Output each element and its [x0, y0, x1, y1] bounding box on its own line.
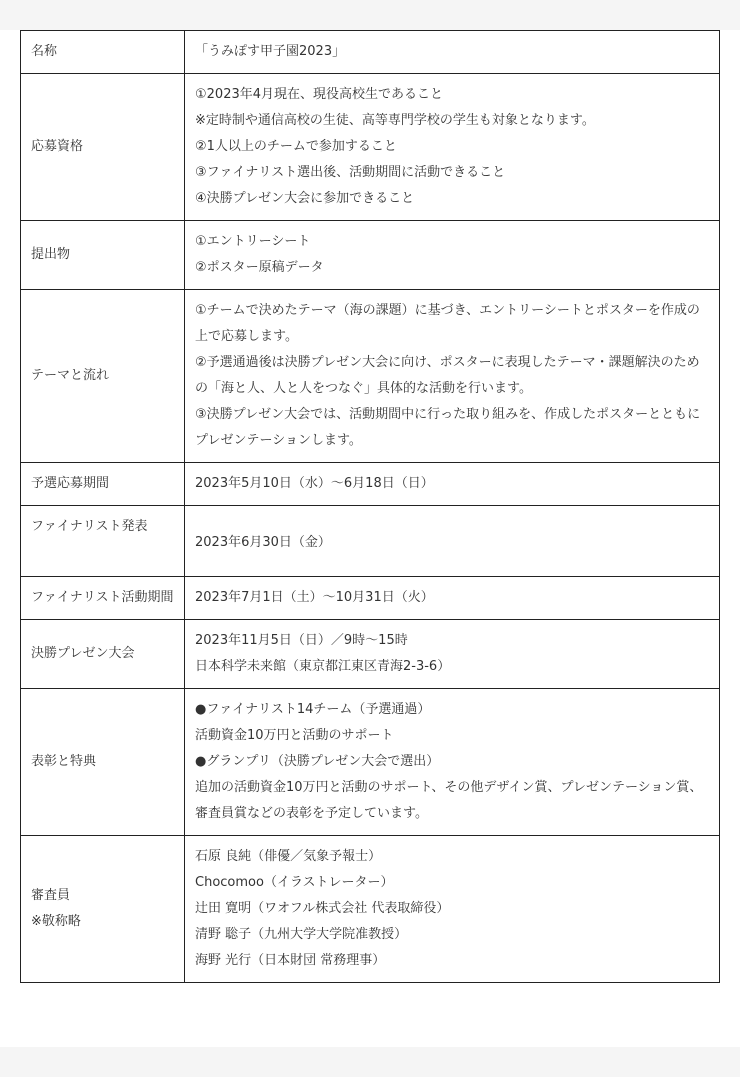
row-value — [185, 836, 720, 983]
row-label: ファイナリスト活動期間 — [21, 577, 185, 620]
row-value — [185, 689, 720, 836]
value-line: ①チームで決めたテーマ（海の課題）に基づき、エントリーシートとポスターを作成の上で応募します。 — [195, 303, 700, 344]
row-name — [21, 31, 720, 74]
value-line: ●ファイナリスト14チーム（予選通過） — [195, 702, 431, 717]
value-line: 2023年11月5日（日）／9時～15時 — [195, 633, 408, 648]
row-theme-flow — [21, 290, 720, 463]
value-line: 2023年7月1日（土）～10月31日（火） — [195, 590, 434, 605]
value-line: 追加の活動資金10万円と活動のサポート、その他デザイン賞、プレゼンテーション賞、審査員賞などの表彰を予定しています。 — [195, 780, 703, 821]
row-label: 応募資格 — [21, 74, 185, 221]
value-line: ④決勝プレゼン大会に参加できること — [195, 191, 415, 206]
judges-label: 審査員 — [31, 888, 71, 903]
row-submissions — [21, 221, 720, 290]
value-line: 2023年5月10日（水）～6月18日（日） — [195, 476, 434, 491]
value-line: ③ファイナリスト選出後、活動期間に活動できること — [195, 165, 506, 180]
row-value — [185, 577, 720, 620]
row-value — [185, 74, 720, 221]
row-label: 提出物 — [21, 221, 185, 290]
row-label — [21, 836, 185, 983]
value-line: Chocomoo（イラストレーター） — [195, 875, 394, 890]
row-label: 決勝プレゼン大会 — [21, 620, 185, 689]
value-line: ③決勝プレゼン大会では、活動期間中に行った取り組みを、作成したポスターとともにプレゼンテーションします。 — [195, 407, 701, 448]
row-value — [185, 506, 720, 577]
row-eligibility — [21, 74, 720, 221]
value-line: 清野 聡子（九州大学大学院准教授） — [195, 927, 408, 942]
row-label: 名称 — [21, 31, 185, 74]
row-value — [185, 290, 720, 463]
row-application-period — [21, 463, 720, 506]
value-line: 海野 光行（日本財団 常務理事） — [195, 953, 386, 968]
value-line: 石原 良純（俳優／気象予報士） — [195, 849, 382, 864]
value-line: ●グランプリ（決勝プレゼン大会で選出） — [195, 754, 440, 769]
honorific-note: ※敬称略 — [31, 914, 81, 929]
value-line: 「うみぽす甲子園2023」 — [195, 44, 346, 59]
row-label: 予選応募期間 — [21, 463, 185, 506]
row-label: テーマと流れ — [21, 290, 185, 463]
value-line: ②ポスター原稿データ — [195, 260, 324, 275]
row-value — [185, 31, 720, 74]
row-value — [185, 221, 720, 290]
value-line: 2023年6月30日（金） — [195, 535, 331, 550]
value-line: 辻田 寛明（ワオフル株式会社 代表取締役） — [195, 901, 450, 916]
value-line: 活動資金10万円と活動のサポート — [195, 728, 394, 743]
value-line: ①2023年4月現在、現役高校生であること — [195, 87, 444, 102]
value-line: 日本科学未来館（東京都江東区青海2-3-6） — [195, 659, 451, 674]
row-label: ファイナリスト発表 — [21, 506, 185, 577]
row-judges — [21, 836, 720, 983]
contest-info-table — [20, 30, 720, 983]
value-line: ②予選通過後は決勝プレゼン大会に向け、ポスターに表現したテーマ・課題解決のための「海と人、人と人をつなぐ」具体的な活動を行います。 — [195, 355, 700, 396]
value-line: ①エントリーシート — [195, 234, 311, 249]
row-finalist-activity-period — [21, 577, 720, 620]
row-finalist-announcement — [21, 506, 720, 577]
row-value — [185, 463, 720, 506]
value-line: ②1人以上のチームで参加すること — [195, 139, 397, 154]
row-label: 表彰と特典 — [21, 689, 185, 836]
row-final-presentation — [21, 620, 720, 689]
row-value — [185, 620, 720, 689]
row-awards — [21, 689, 720, 836]
value-line: ※定時制や通信高校の生徒、高等専門学校の学生も対象となります。 — [195, 113, 595, 128]
